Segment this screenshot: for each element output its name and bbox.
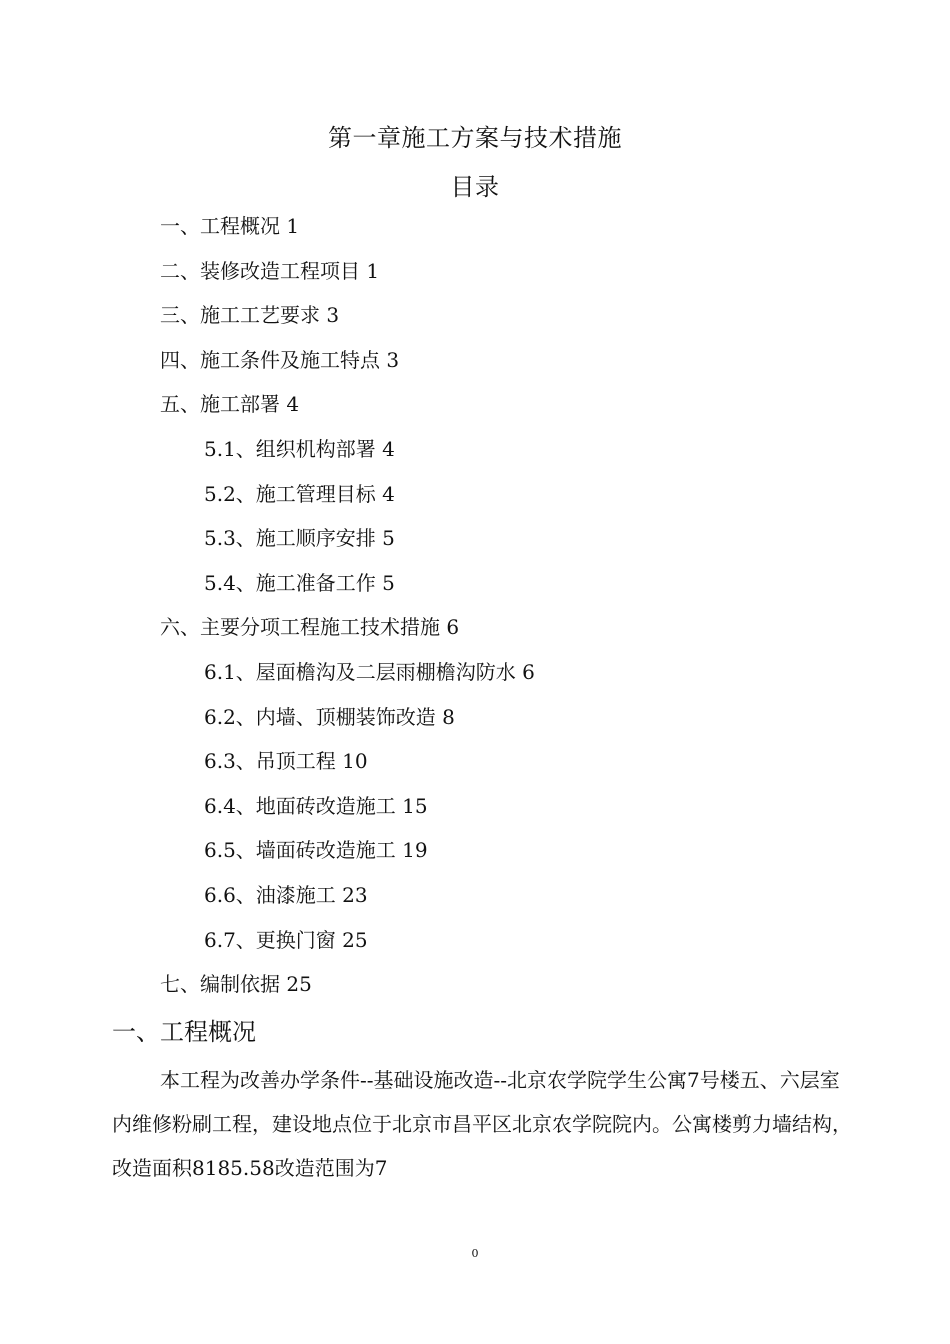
toc-title: 目录	[450, 173, 500, 201]
page-number: 0	[471, 1247, 479, 1260]
toc-subitem[interactable]: 6.4、地面砖改造施工 15	[204, 794, 428, 818]
toc-subitem[interactable]: 5.3、施工顺序安排 5	[204, 526, 395, 550]
toc-item[interactable]: 三、施工工艺要求 3	[160, 303, 340, 327]
toc-subitem[interactable]: 6.6、油漆施工 23	[204, 883, 368, 907]
toc-subitem[interactable]: 5.1、组织机构部署 4	[204, 437, 395, 461]
toc-subitem[interactable]: 5.2、施工管理目标 4	[204, 482, 395, 506]
toc-item[interactable]: 七、编制依据 25	[160, 972, 312, 996]
section-heading: 一、工程概况	[112, 1018, 256, 1046]
toc-subitem[interactable]: 6.1、屋面檐沟及二层雨棚檐沟防水 6	[204, 660, 535, 684]
chapter-title: 第一章施工方案与技术措施	[328, 124, 622, 152]
toc-subitem[interactable]: 6.3、吊顶工程 10	[204, 749, 368, 773]
toc-subitem[interactable]: 6.7、更换门窗 25	[204, 928, 368, 952]
toc-item[interactable]: 四、施工条件及施工特点 3	[160, 348, 400, 372]
toc-subitem[interactable]: 6.5、墙面砖改造施工 19	[204, 838, 428, 862]
toc-item[interactable]: 五、施工部署 4	[160, 392, 300, 416]
toc-item[interactable]: 一、工程概况 1	[160, 214, 300, 238]
toc-subitem[interactable]: 6.2、内墙、顶棚装饰改造 8	[204, 705, 455, 729]
toc-item[interactable]: 六、主要分项工程施工技术措施 6	[160, 615, 460, 639]
toc-item[interactable]: 二、装修改造工程项目 1	[160, 259, 380, 283]
toc-subitem[interactable]: 5.4、施工准备工作 5	[204, 571, 395, 595]
body-paragraph: 本工程为改善办学条件--基础设施改造--北京农学院学生公寓7号楼五、六层室内维修粉刷工程，建设地点位于北京市昌平区北京农学院院内。公寓楼剪力墙结构，改造面积8185.58改造范围为7	[112, 1068, 852, 1180]
